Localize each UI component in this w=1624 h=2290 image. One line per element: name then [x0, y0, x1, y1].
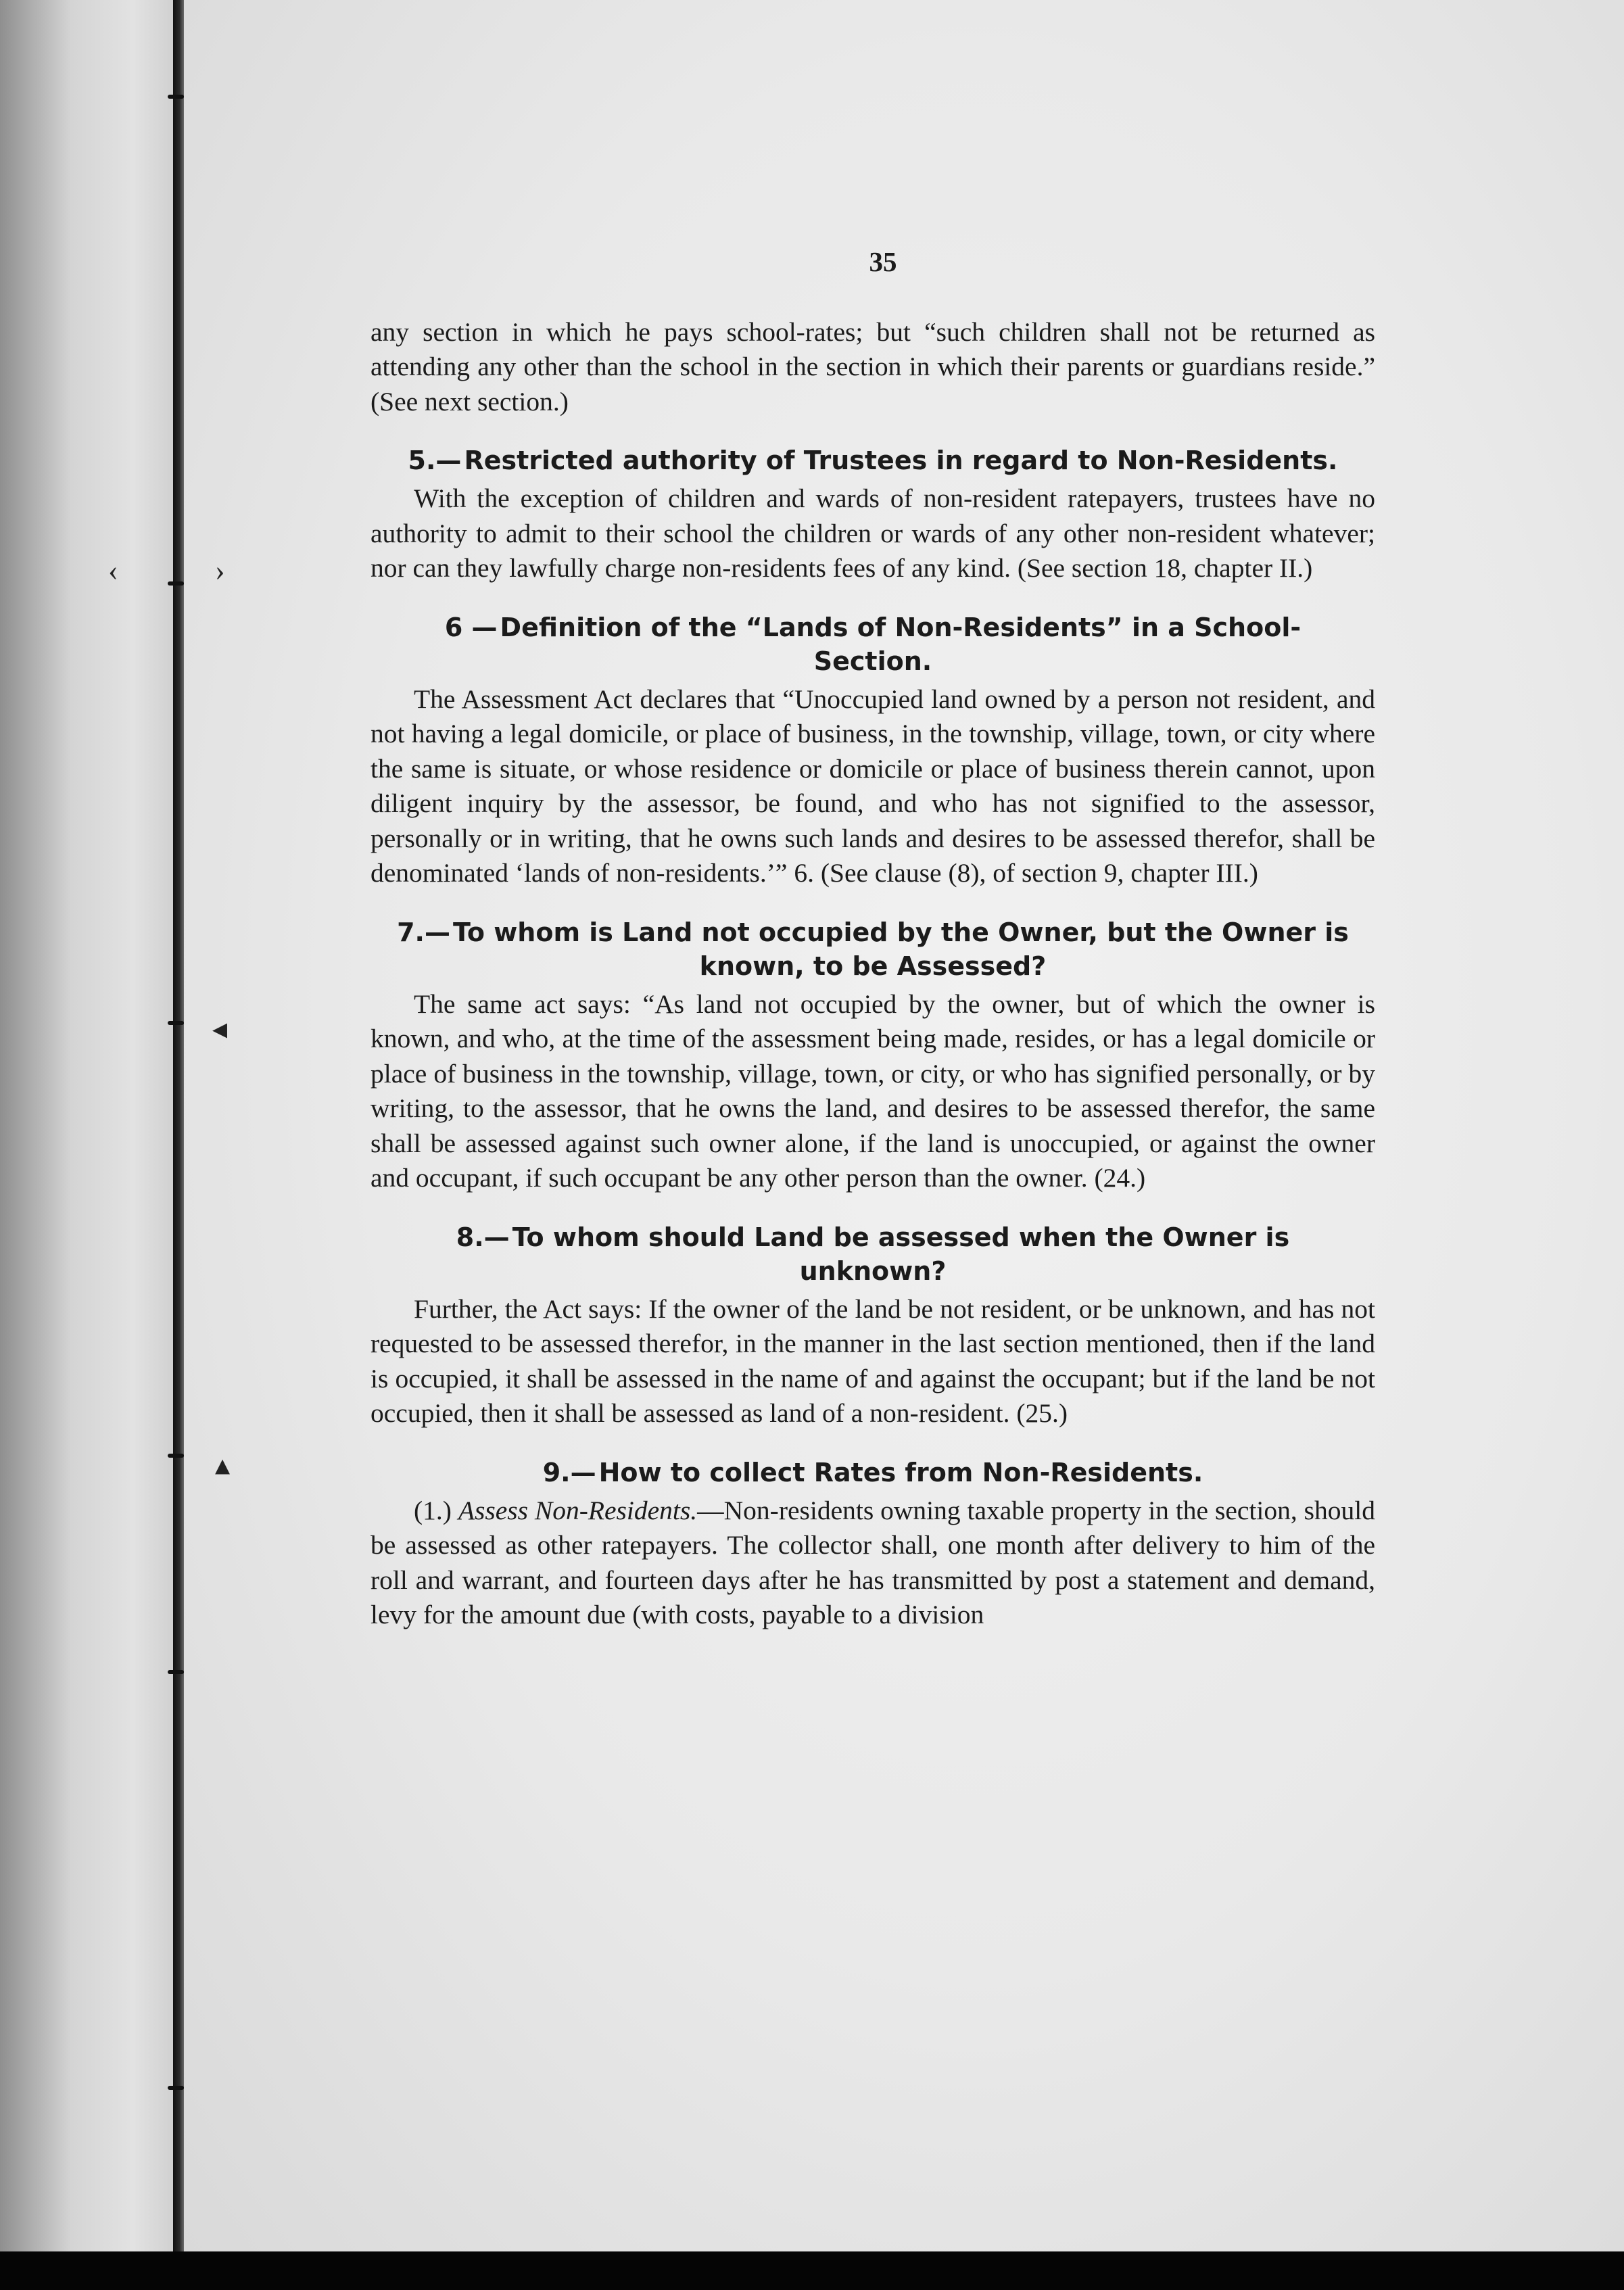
clause-label: (1.)	[414, 1495, 452, 1525]
section-number: 8.—	[456, 1222, 510, 1252]
page-text	[371, 245, 1375, 1633]
section-title: How to collect Rates from Non-Residents.	[598, 1457, 1203, 1487]
section-title: To whom is Land not occupied by the Owner, but the Owner is known, to be Assessed?	[452, 917, 1349, 981]
binding-gutter	[173, 0, 184, 2251]
margin-bracket-close: ›	[215, 554, 225, 587]
clause-title: Assess Non-Residents.	[458, 1495, 698, 1525]
margin-tick-mark: ◂	[212, 1012, 228, 1045]
section-title: To whom should Land be assessed when the Owner is unknown?	[512, 1222, 1290, 1286]
section-number: 9.—	[542, 1457, 596, 1487]
section-heading	[371, 611, 1375, 678]
binding-stitch	[168, 1021, 184, 1025]
scan-border	[0, 2251, 1624, 2290]
page-number: 35	[869, 246, 897, 277]
section-body	[371, 1494, 1375, 1633]
section-title: Definition of the “Lands of Non-Residents” in a School-Section.	[500, 612, 1301, 676]
section-heading	[371, 915, 1375, 983]
opening-paragraph: any section in which he pays school-rates; but “such children shall not be returned as attending any other than the school in the section in which their parents or guardians reside.” (See next section.)	[371, 316, 1375, 416]
binding-stitch	[168, 581, 184, 586]
binding-stitch	[168, 2086, 184, 2090]
section-body: Further, the Act says: If the owner of the land be not resident, or be unknown, and has not requested to be assessed therefor, in the manner in the last section mentioned, then if the land is occupied, it shall be assessed in the name of and against the occupant; but if the land be not occupied, then it shall be assessed as land of a non-resident. (25.)	[371, 1293, 1375, 1428]
section-number: 7.—	[397, 917, 450, 947]
section-number: 5.—	[408, 446, 462, 475]
left-page-edge	[0, 0, 177, 2290]
section-number: 6 —	[444, 612, 498, 642]
section-heading	[371, 1220, 1375, 1288]
binding-stitch	[168, 1670, 184, 1674]
binding-stitch	[168, 1454, 184, 1458]
section-body: The Assessment Act declares that “Unoccupied land owned by a person not resident, and not having a legal domicile, or place of business, in the township, village, town, or city where the same is situate, or whose residence or domicile or place of business therein cannot, upon diligent inquiry by the assessor, be found, and who has not signified to the assessor, personally or in writing, that he owns such lands and desires to be assessed therefor, shall be denominated ‘lands of non-residents.’” 6. (See clause (8), of section 9, chapter III.)	[371, 684, 1375, 888]
section-heading	[371, 444, 1375, 477]
binding-stitch	[168, 95, 184, 99]
margin-tick-mark: ▴	[215, 1448, 231, 1481]
section-body: With the exception of children and wards of non-resident ratepayers, trustees have no authority to admit to their school the children or wards of any other non-resident whatever; nor can they lawfully charge non-residents fees of any kind. (See section 18, chapter II.)	[371, 483, 1375, 583]
section-body: The same act says: “As land not occupied by the owner, but of which the owner is known, and who, at the time of the assessment being made, resides, or has a legal domicile or place of business in the township, village, town, or city, or who has signified personally, or by writing, to the assessor, that he owns the land, and desires to be assessed therefor, the same shall be assessed against such owner alone, if the land is unoccupied, or against the owner and occupant, if such occupant be any other person than the owner. (24.)	[371, 988, 1375, 1193]
section-heading	[371, 1456, 1375, 1489]
clause-text: —Non-residents owning taxable property in the section, should be assessed as other ratepayers. The collector shall, one month after delivery to him of the roll and warrant, and fourteen days after he has transmitted by post a statement and demand, levy for the amount due (with costs, payable to a division	[371, 1495, 1375, 1629]
margin-bracket-open: ‹	[108, 554, 118, 587]
section-title: Restricted authority of Trustees in regard to Non-Residents.	[464, 446, 1338, 475]
